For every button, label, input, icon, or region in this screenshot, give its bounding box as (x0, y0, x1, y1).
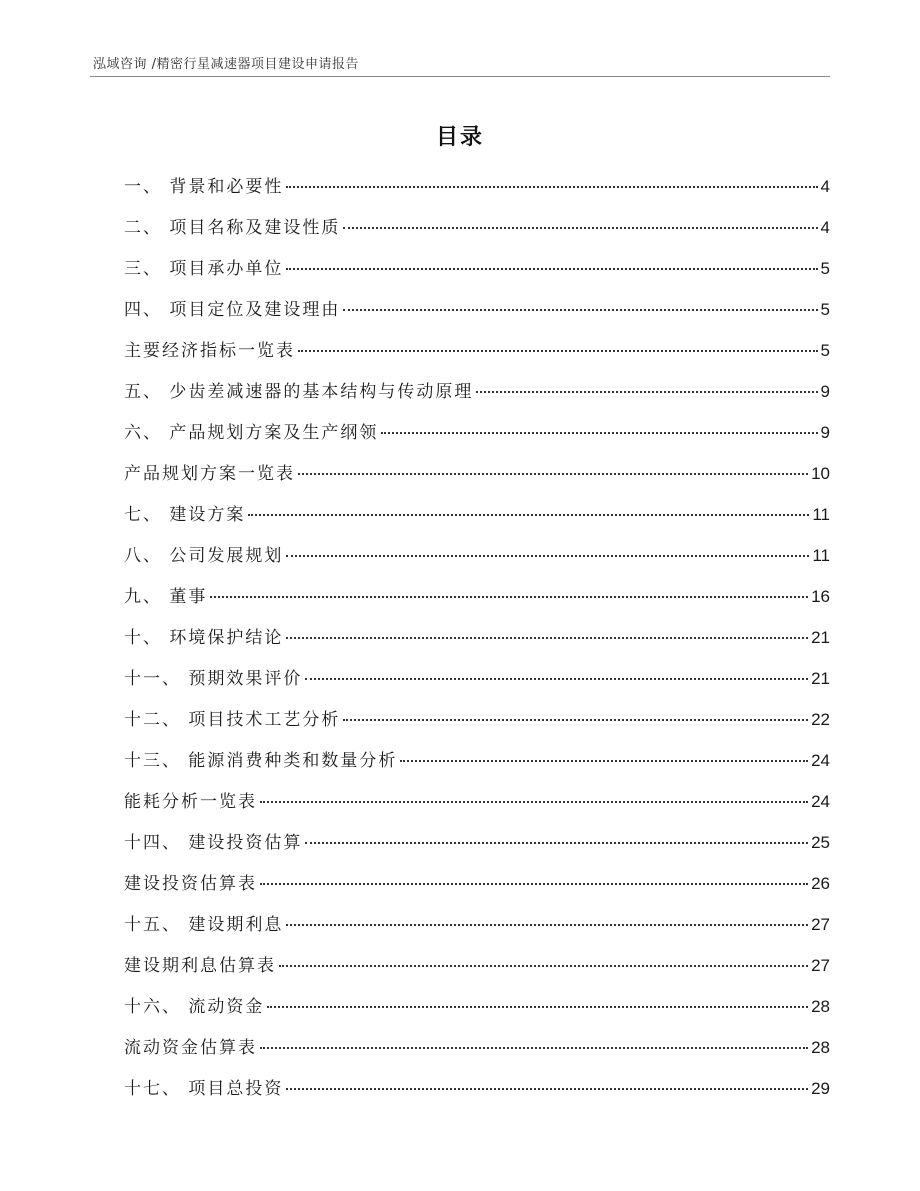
dot-leader (248, 514, 809, 516)
toc-entry-label: 能耗分析一览表 (124, 792, 257, 812)
toc-entry[interactable] (124, 333, 830, 374)
toc-entry-page: 9 (820, 382, 830, 401)
dot-leader (260, 801, 808, 803)
toc-entry-page: 16 (811, 587, 830, 606)
toc-entry[interactable] (124, 1071, 830, 1112)
toc-title: 目录 (435, 125, 484, 150)
dot-leader (305, 678, 808, 680)
dot-leader (343, 309, 817, 311)
header-divider (90, 76, 830, 77)
toc-entry-label: 六、 产品规划方案及生产纲领 (124, 423, 379, 443)
toc-entry[interactable] (124, 210, 830, 251)
toc-entry[interactable] (124, 497, 830, 538)
toc-entry-page: 4 (820, 218, 830, 237)
toc-entry-page: 22 (811, 710, 830, 729)
toc-entry[interactable] (124, 620, 830, 661)
toc-entry-page: 29 (811, 1079, 830, 1098)
toc-entry-label: 一、 背景和必要性 (124, 177, 284, 197)
toc-entry-page: 9 (820, 423, 830, 442)
dot-leader (286, 555, 809, 557)
toc-list (124, 169, 830, 1112)
toc-entry[interactable] (124, 415, 830, 456)
toc-entry-label: 三、 项目承办单位 (124, 259, 284, 279)
toc-entry-label: 七、 建设方案 (124, 505, 246, 525)
toc-entry[interactable] (124, 251, 830, 292)
toc-entry[interactable] (124, 989, 830, 1030)
dot-leader (260, 1047, 808, 1049)
toc-entry-page: 5 (820, 341, 830, 360)
toc-entry[interactable] (124, 743, 830, 784)
dot-leader (286, 1088, 808, 1090)
toc-entry-page: 5 (820, 259, 830, 278)
running-header: 泓域咨询 /精密行星减速器项目建设申请报告 (93, 57, 360, 72)
toc-entry-page: 10 (811, 464, 830, 483)
toc-entry-page: 28 (811, 1038, 830, 1057)
toc-entry-page: 11 (812, 546, 830, 565)
toc-entry-page: 11 (812, 505, 830, 524)
toc-entry-page: 21 (811, 628, 830, 647)
toc-entry-label: 十三、 能源消费种类和数量分析 (124, 751, 398, 771)
toc-entry-label: 九、 董事 (124, 587, 208, 607)
dot-leader (286, 637, 808, 639)
toc-entry[interactable] (124, 169, 830, 210)
toc-entry[interactable] (124, 866, 830, 907)
toc-entry-label: 五、 少齿差减速器的基本结构与传动原理 (124, 382, 474, 402)
toc-entry-label: 十六、 流动资金 (124, 997, 265, 1017)
dot-leader (343, 719, 808, 721)
dot-leader (260, 883, 808, 885)
toc-entry-page: 5 (820, 300, 830, 319)
toc-entry[interactable] (124, 579, 830, 620)
toc-entry[interactable] (124, 825, 830, 866)
toc-entry-page: 24 (811, 751, 830, 770)
toc-entry-label: 十一、 预期效果评价 (124, 669, 303, 689)
toc-entry-label: 十七、 项目总投资 (124, 1079, 284, 1099)
dot-leader (298, 350, 818, 352)
dot-leader (286, 268, 817, 270)
toc-entry-label: 产品规划方案一览表 (124, 464, 295, 484)
toc-entry[interactable] (124, 456, 830, 497)
dot-leader (400, 760, 808, 762)
toc-entry-label: 八、 公司发展规划 (124, 546, 284, 566)
toc-entry-label: 主要经济指标一览表 (124, 341, 295, 361)
dot-leader (286, 186, 817, 188)
toc-entry-page: 4 (820, 177, 830, 196)
toc-entry-label: 建设投资估算表 (124, 874, 257, 894)
dot-leader (343, 227, 817, 229)
toc-entry-page: 26 (811, 874, 830, 893)
toc-entry-label: 流动资金估算表 (124, 1038, 257, 1058)
toc-entry[interactable] (124, 292, 830, 333)
dot-leader (298, 473, 808, 475)
dot-leader (267, 1006, 808, 1008)
toc-entry-label: 建设期利息估算表 (124, 956, 276, 976)
toc-entry[interactable] (124, 907, 830, 948)
toc-entry[interactable] (124, 948, 830, 989)
toc-entry-label: 十五、 建设期利息 (124, 915, 284, 935)
toc-entry[interactable] (124, 1030, 830, 1071)
dot-leader (476, 391, 817, 393)
dot-leader (381, 432, 817, 434)
toc-entry-label: 二、 项目名称及建设性质 (124, 218, 341, 238)
toc-entry[interactable] (124, 374, 830, 415)
toc-entry[interactable] (124, 784, 830, 825)
toc-entry-page: 27 (811, 956, 830, 975)
toc-entry-page: 28 (811, 997, 830, 1016)
toc-entry[interactable] (124, 661, 830, 702)
toc-entry[interactable] (124, 702, 830, 743)
dot-leader (279, 965, 808, 967)
toc-entry-page: 24 (811, 792, 830, 811)
toc-entry-page: 25 (811, 833, 830, 852)
toc-entry[interactable] (124, 538, 830, 579)
dot-leader (305, 842, 808, 844)
dot-leader (210, 596, 808, 598)
toc-entry-label: 十四、 建设投资估算 (124, 833, 303, 853)
toc-entry-label: 十二、 项目技术工艺分析 (124, 710, 341, 730)
dot-leader (286, 924, 808, 926)
toc-entry-page: 27 (811, 915, 830, 934)
toc-entry-label: 四、 项目定位及建设理由 (124, 300, 341, 320)
toc-entry-page: 21 (811, 669, 830, 688)
toc-entry-label: 十、 环境保护结论 (124, 628, 284, 648)
